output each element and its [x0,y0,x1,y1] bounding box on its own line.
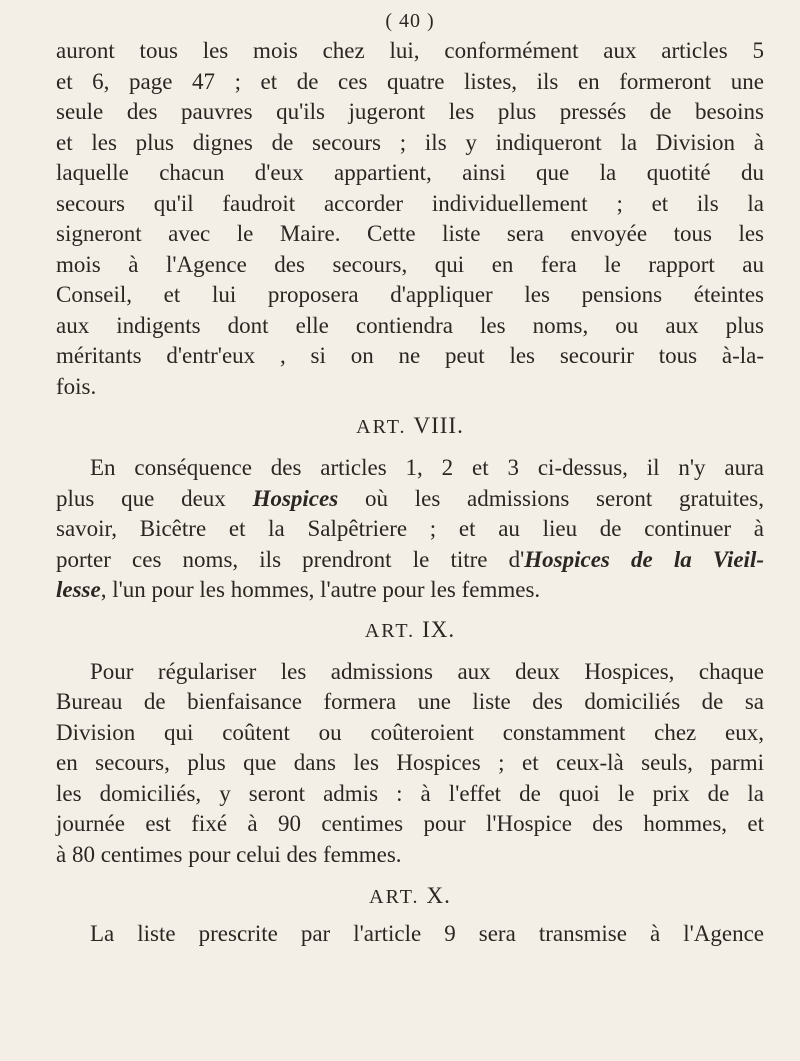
text-line: Division qui coûtent ou coûteroient constamment chez eux, [56,719,764,745]
text-segment: , l'un pour les hommes, l'autre pour les femmes. [100,577,541,602]
text-segment: porter ces noms, ils prendront le titre d' [56,546,525,572]
paragraph-continuation [56,36,764,402]
italic-term: lesse [56,577,101,602]
text-line: Bureau de bienfaisance formera une liste des domiciliés de sa [56,689,764,714]
article-number: VIII. [413,413,464,438]
article-prefix: ART. [364,619,416,642]
text-line: secours qu'il faudroit accorder individuellement ; et ils la [56,190,764,216]
text-line: seule des pauvres qu'ils jugeront les plus pressés de besoins [56,99,764,124]
text-line: laquelle chacun d'eux appartient, ainsi que la quotité du [56,160,764,185]
text-line: Pour régulariser les admissions aux deux Hospices, chaque [90,658,764,684]
text-line: Conseil, et lui proposera d'appliquer les pensions éteintes [56,282,764,307]
text-line: En conséquence des articles 1, 2 et 3 ci-dessus, il n'y aura [90,455,764,480]
article-heading-10 [56,883,764,910]
text-line: en secours, plus que dans les Hospices ; et ceux-là seuls, parmi [56,750,764,775]
text-line: les domiciliés, y seront admis : à l'effet de quoi le prix de la [56,780,764,806]
text-line [56,484,764,515]
text-line: aux indigents dont elle contiendra les noms, ou aux plus [56,312,764,338]
article-prefix: ART. [369,886,420,908]
text-segment: où les admissions seront gratuites, [338,485,764,511]
text-line: savoir, Bicêtre et la Salpêtriere ; et au lieu de continuer à [56,516,764,541]
text-line: et 6, page 47 ; et de ces quatre listes, ils en formeront une [56,68,764,94]
text-line: à 80 centimes pour celui des femmes. [56,841,402,867]
article-heading-8 [56,413,764,440]
text-line: et les plus dignes de secours ; ils y indiqueront la Division à [56,129,764,155]
text-line [56,545,764,576]
text-line [56,575,764,606]
italic-term: Hospices [252,485,339,511]
article-heading-9 [56,617,764,644]
text-line: fois. [56,373,97,399]
text-line: signeront avec le Maire. Cette liste sera envoyée tous les [56,221,764,246]
text-segment: plus que deux [56,485,253,511]
article-prefix: ART. [356,416,407,438]
article-8-paragraph [56,453,764,606]
text-line: journée est fixé à 90 centimes pour l'Hospice des hommes, et [56,811,764,836]
article-9-paragraph [56,657,764,871]
page-number: ( 40 ) [385,10,435,32]
text-line: mois à l'Agence des secours, qui en fera le rapport au [56,251,764,277]
article-10-paragraph [56,919,764,950]
text-line: auront tous les mois chez lui, conformément aux articles 5 [56,38,764,63]
article-number: X. [426,883,451,908]
text-line: méritants d'entr'eux , si on ne peut les secourir tous à-la- [56,343,764,368]
text-line: La liste prescrite par l'article 9 sera transmise à l'Agence [90,921,764,946]
italic-term: Hospices de la Vieil- [524,546,765,572]
article-number: IX. [422,616,456,642]
